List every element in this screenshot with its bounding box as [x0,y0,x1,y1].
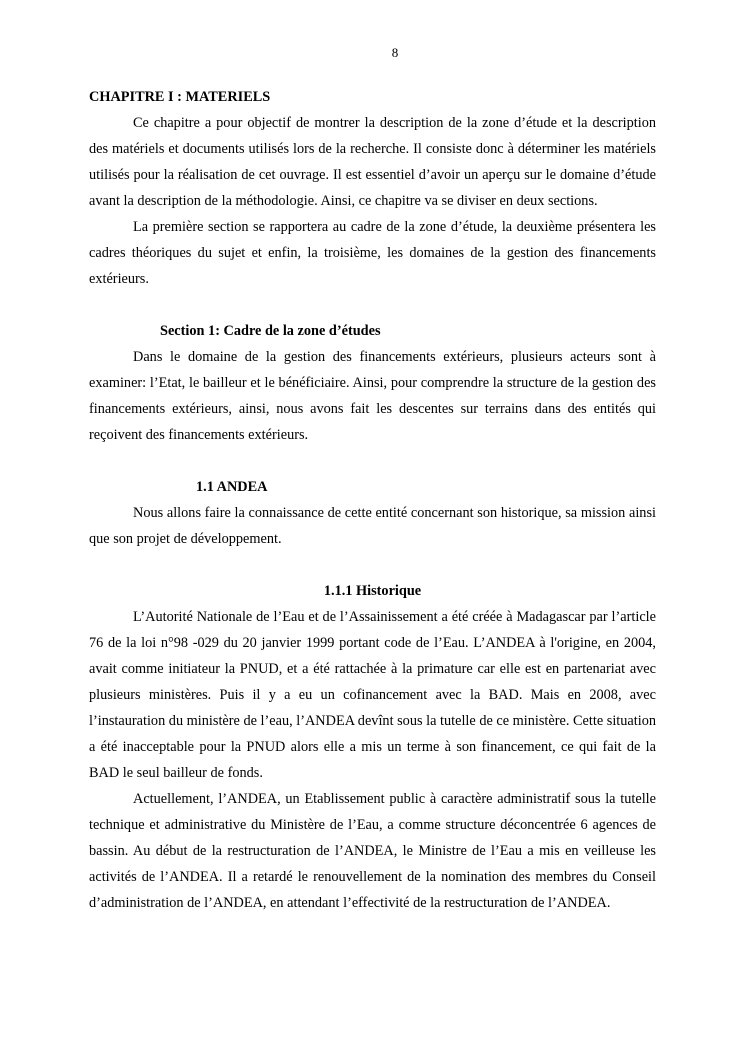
section-1-title: Section 1: Cadre de la zone d’études [160,323,381,339]
page-content [89,84,656,916]
historique-paragraph-1: L’Autorité Nationale de l’Eau et de l’Assainissement a été créée à Madagascar par l’article 76 de la loi n°98 -029 du 20 janvier 1999 portant code de l’Eau. L’ANDEA à l'origine, en 2004, avait comme initiateur la PNUD, et a été rattachée à la primature car elle est en partenariat avec plusieurs ministères. Puis il y a eu un cofinancement avec la BAD. Mais en 2008, avec l’instauration du ministère de l’eau, l’ANDEA devînt sous la tutelle de ce ministère. Cette situation a été inacceptable pour la PNUD alors elle a mis un terme à son financement, ce qui fait de la BAD le seul bailleur de fonds. [89,609,656,781]
chapter-paragraph-1: Ce chapitre a pour objectif de montrer la description de la zone d’étude et la description des matériels et documents utilisés lors de la recherche. Il consiste donc à déterminer les matériels utilisés pour la réalisation de cet ouvrage. Il est essentiel d’avoir un aperçu sur le domaine d’étude avant la description de la méthodologie. Ainsi, ce chapitre va se diviser en deux sections. [89,115,656,209]
andea-paragraph: Nous allons faire la connaissance de cette entité concernant son historique, sa mission ainsi que son projet de développement. [89,505,656,547]
andea-title: 1.1 ANDEA [196,479,268,495]
page-number: 8 [391,45,399,60]
chapter-paragraph-2: La première section se rapportera au cadre de la zone d’étude, la deuxième présentera les cadres théoriques du sujet et enfin, la troisième, les domaines de la gestion des financements extérieurs. [89,219,656,287]
historique-paragraph-2: Actuellement, l’ANDEA, un Etablissement public à caractère administratif sous la tutelle technique et administrative du Ministère de l’Eau, a comme structure déconcentrée 6 agences de bassin. Au début de la restructuration de l’ANDEA, le Ministre de l’Eau a mis en veilleuse les activités de l’ANDEA. Il a retardé le renouvellement de la nomination des membres du Conseil d’administration de l’ANDEA, en attendant l’effectivité de la restructuration de l’ANDEA. [89,791,656,911]
historique-title: 1.1.1 Historique [323,583,422,599]
chapter-title: CHAPITRE I : MATERIELS [89,89,271,105]
section-1-paragraph: Dans le domaine de la gestion des financements extérieurs, plusieurs acteurs sont à examiner: l’Etat, le bailleur et le bénéficiaire. Ainsi, pour comprendre la structure de la gestion des financements extérieurs, ainsi, nous avons fait les descentes sur terrains dans des entités qui reçoivent des financements extérieurs. [89,349,656,443]
